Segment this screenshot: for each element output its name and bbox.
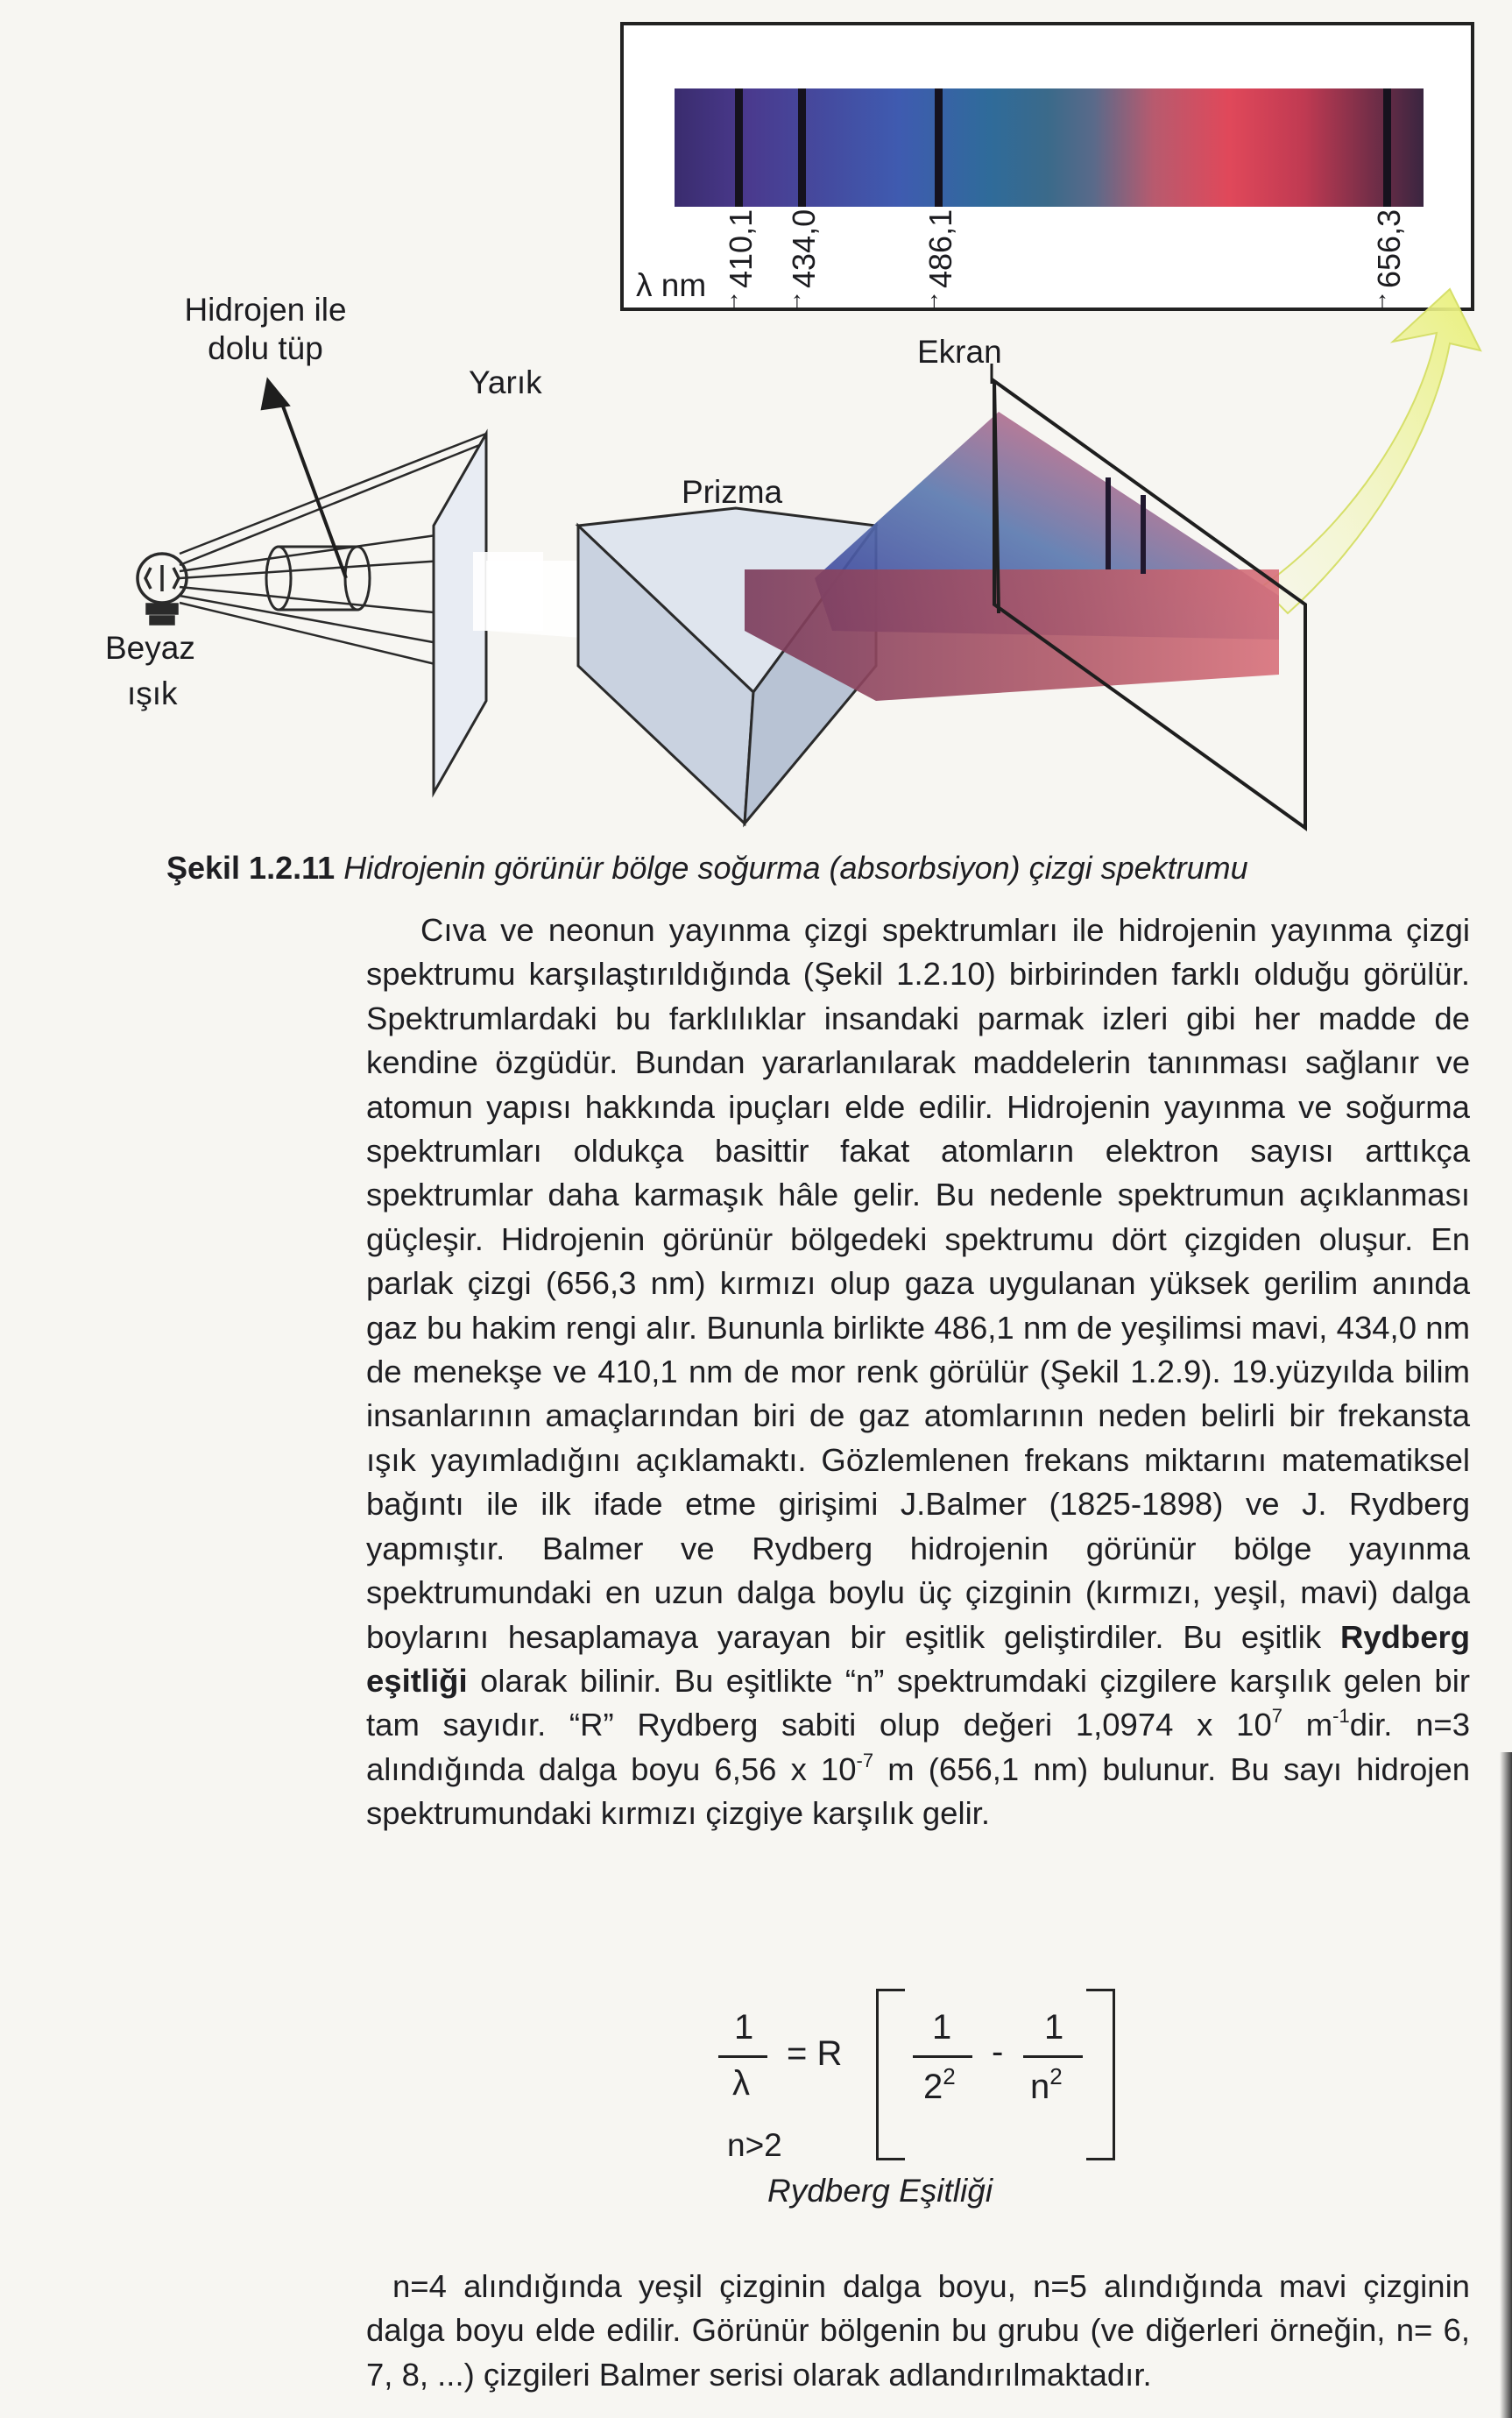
term1-denominator: $2^2$ bbox=[923, 2062, 956, 2106]
slit-label: Yarık bbox=[469, 364, 542, 400]
minus-sign: - bbox=[992, 2033, 1004, 2071]
term1-fraction-bar bbox=[913, 2055, 972, 2058]
lhs-numerator: 1 bbox=[734, 2008, 754, 2047]
term1-numerator: 1 bbox=[932, 2008, 952, 2047]
right-bracket bbox=[1086, 1989, 1115, 2160]
unit-m: m bbox=[1282, 1707, 1333, 1743]
wavelength-label-0: 410,1 bbox=[723, 209, 759, 288]
tube-label: Hidrojen ile dolu tüp bbox=[184, 292, 347, 367]
prism-label: Prizma bbox=[682, 474, 783, 510]
screen-label: Ekran bbox=[917, 334, 1002, 370]
light-label-line2: ışık bbox=[127, 675, 178, 711]
light-label-line1: Beyaz bbox=[105, 630, 195, 666]
body-text-tail-c: m (656,1 nm) bulunur. Bu sayı hidrojen spektrumundaki kırmızı çizgiye karşılık gelir. bbox=[366, 1750, 1470, 1832]
wavelength-axis-label: λ nm bbox=[636, 267, 707, 303]
formula-name: Rydberg Eşitliği bbox=[767, 2173, 993, 2209]
body-text-tail-a: olarak bilinir. Bu eşitlikte “n” spektrumdaki çizgilere karşılık gelen bir tam sayıdır. “R” Rydberg sabiti olup değeri 1,0974 x 10 bbox=[366, 1662, 1470, 1743]
lhs-denominator: λ bbox=[732, 2064, 750, 2103]
left-bracket bbox=[876, 1989, 905, 2160]
wavelength-tick-3: ↑ bbox=[1376, 286, 1388, 314]
exponent-minus-7: -7 bbox=[856, 1749, 874, 1771]
body-text-main: Cıva ve neonun yayınma çizgi spektrumları ile hidrojenin yayınma çizgi spektrumu karşılaştırıldığında (Şekil 1.2.10) birbirinden farklı olduğu görülür. Spektrumlardaki bu farklılıklar insandaki parmak izleri gibi her madde de kendine özgüdür. Bundan yararlanılarak maddelerin tanınması sağlanır ve atomun yapısı hakkında ipuçları elde edilir. Hidrojenin yayınma ve soğurma spektrumları oldukça basittir fakat atomların elektron sayısı arttıkça spektrumlar daha karmaşık hâle gelir. Bu nedenle spektrumun açıklanması güçleşir. Hidrojenin görünür bölgedeki spektrumu dört çizgiden oluşur. En parlak çizgi (656,3 nm) kırmızı olup gaza uygulanan yüksek gerilim anında gaz bu hakim rengi alır. Bununla birlikte 486,1 nm de yeşilimsi mavi, 434,0 nm de menekşe ve 410,1 nm de mor renk görülür (Şekil 1.2.9). 19.yüzyılda bilim insanlarının amaçlarından biri de gaz atomlarının neden belirli bir frekansta ışık yayımladığını açıklamaktı. Gözlemlenen frekans miktarını matematiksel bağıntı ile ilk ifade etme girişimi J.Balmer (1825-1898) ve J. Rydberg yapmıştır. Balmer ve Rydberg hidrojenin görünür bölge yayınma spektrumundaki en uzun dalga boylu üç çizginin (kırmızı, yeşil, mavi) dalga boylarını hesaplamaya yarayan bir eşitlik geliştirdiler. Bu eşitlik bbox=[366, 912, 1470, 1655]
final-paragraph bbox=[366, 2265, 1470, 2397]
prism-illustration bbox=[0, 0, 1512, 841]
page-edge-shadow bbox=[1500, 1752, 1512, 2418]
pointer-arrow bbox=[1261, 289, 1480, 613]
final-text: n=4 alındığında yeşil çizginin dalga boyu, n=5 alındığında mavi çizginin dalga boyu elde edilir. Görünür bölgenin bu grubu (ve diğerleri örneğin, n= 6, 7, 8, ...) çizgileri Balmer serisi olarak adlandırılmaktadır. bbox=[366, 2268, 1470, 2393]
caption-text: Hidrojenin görünür bölge soğurma (absorbsiyon) çizgi spektrumu bbox=[343, 850, 1248, 886]
figure-caption bbox=[166, 850, 1437, 887]
rydberg-term: Rydberg eşitliği bbox=[366, 1618, 1470, 1699]
formula-condition: n>2 bbox=[727, 2127, 782, 2163]
wavelength-label-3: 656,3 bbox=[1371, 209, 1407, 288]
term2-numerator: 1 bbox=[1044, 2008, 1064, 2047]
term2-denominator: $n^2$ bbox=[1030, 2062, 1063, 2106]
wavelength-tick-0: ↑ bbox=[728, 286, 740, 314]
caption-number: Şekil 1.2.11 bbox=[166, 850, 336, 886]
lhs-fraction-bar bbox=[718, 2055, 767, 2058]
body-text-tail-b: dir. n=3 alındığında dalga boyu 6,56 x 10 bbox=[366, 1707, 1471, 1787]
term2-fraction-bar bbox=[1023, 2055, 1083, 2058]
wavelength-tick-1: ↑ bbox=[790, 286, 803, 314]
wavelength-label-1: 434,0 bbox=[785, 209, 822, 288]
wavelength-tick-2: ↑ bbox=[928, 286, 941, 314]
wavelength-label-2: 486,1 bbox=[922, 209, 959, 288]
exponent-7: 7 bbox=[1271, 1705, 1282, 1728]
equals-r: = R bbox=[787, 2034, 843, 2073]
body-paragraph bbox=[366, 909, 1470, 1836]
exponent-minus-1: -1 bbox=[1332, 1705, 1350, 1728]
